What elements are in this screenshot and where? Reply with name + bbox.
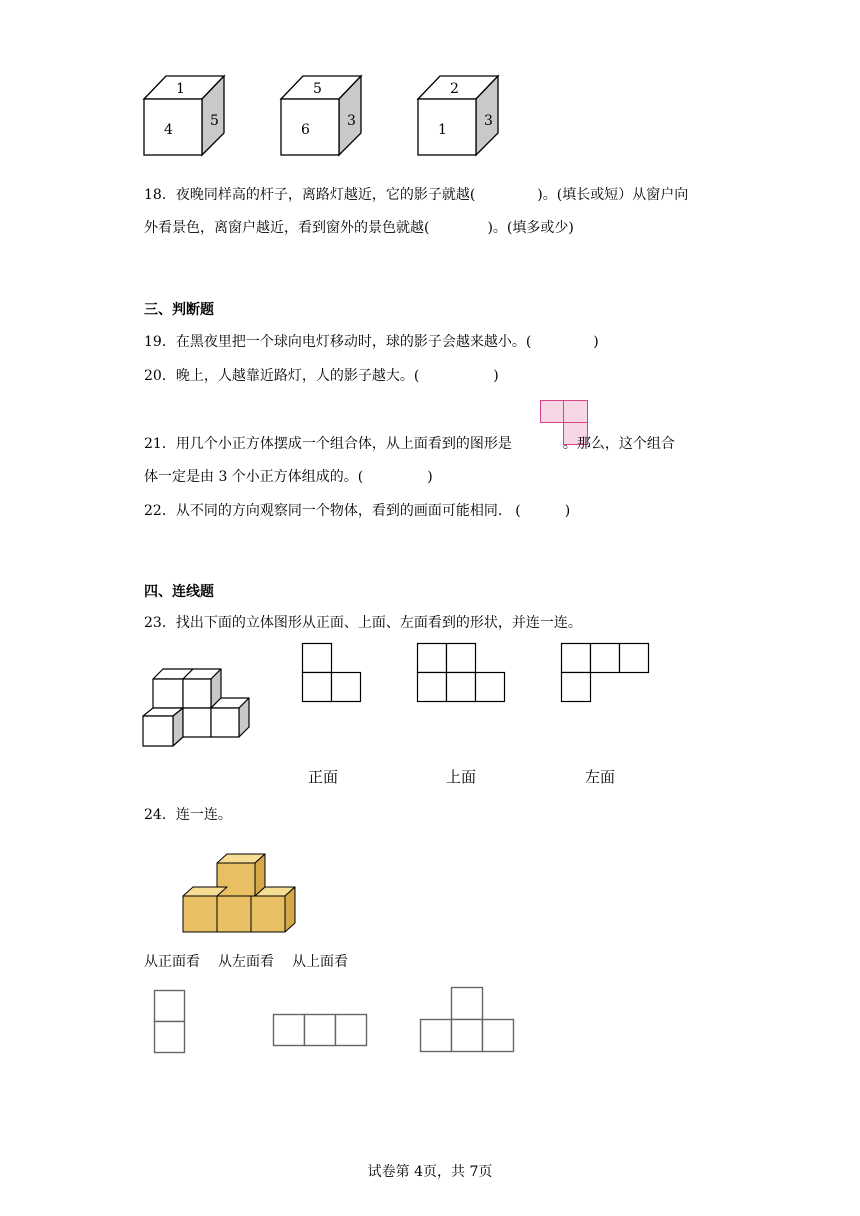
q23-label-top: 上面	[446, 768, 477, 786]
die-1-top-number: 1	[176, 81, 185, 97]
q18-text-b: )。(填长或短）从窗户向	[537, 187, 689, 203]
die-3-front-number: 1	[438, 122, 447, 138]
die-2-side-number: 3	[347, 113, 356, 129]
q18-text-a: 18．夜晚同样高的杆子，离路灯越近，它的影子就越(	[144, 187, 476, 203]
question-23-text: 23．找出下面的立体图形从正面、上面、左面看到的形状，并连一连。	[144, 615, 582, 631]
die-2-top-number: 5	[313, 81, 322, 97]
q24-view-shape-1	[154, 990, 186, 1054]
die-2-front-number: 6	[301, 122, 310, 138]
q23-view-shape-2	[417, 643, 506, 703]
q18-text-d: )。(填多或少)	[487, 220, 574, 236]
q24-label-left-view: 从左面看	[218, 954, 274, 970]
q21-text-c: 体一定是由 3 个小正方体组成的。(	[144, 469, 364, 485]
q18-text-c: 外看景色，离窗户越近，看到窗外的景色就越(	[144, 220, 430, 236]
q24-3d-figure	[183, 853, 297, 933]
q24-view-shape-2	[273, 1014, 369, 1048]
question-20	[144, 367, 499, 385]
die-3-top-number: 2	[450, 81, 459, 97]
q24-view-labels	[144, 953, 348, 971]
q24-label-top-view: 从上面看	[292, 954, 348, 970]
question-24-text: 24．连一连。	[144, 807, 232, 823]
q21-close-paren: )	[427, 469, 433, 485]
question-18-line-1	[144, 186, 688, 204]
q24-view-shape-3	[420, 987, 516, 1053]
q22-open-paren: (	[515, 503, 521, 519]
q23-label-front: 正面	[308, 768, 339, 786]
section-4-title: 四、连线题	[144, 584, 214, 600]
q20-close-paren: )	[493, 368, 499, 384]
q23-label-left: 左面	[585, 768, 616, 786]
question-18-line-2	[144, 219, 574, 237]
q19-close-paren: )	[593, 334, 599, 350]
q20-text: 20．晚上，人越靠近路灯，人的影子越大。(	[144, 368, 420, 384]
question-21-line-2	[144, 468, 433, 486]
q23-view-shape-1	[302, 643, 362, 703]
q22-close-paren: )	[564, 503, 571, 519]
q21-text-a: 21．用几个小正方体摆成一个组合体，从上面看到的图形是	[144, 436, 512, 452]
q22-text: 22．从不同的方向观察同一个物体，看到的画面可能相同.	[144, 503, 503, 519]
q24-label-front-view: 从正面看	[144, 954, 200, 970]
q19-text: 19．在黑夜里把一个球向电灯移动时，球的影子会越来越小。(	[144, 334, 532, 350]
die-3-side-number: 3	[484, 113, 493, 129]
q21-text-b: 。那么，这个组合	[562, 436, 675, 452]
die-1-side-number: 5	[210, 113, 219, 129]
q23-3d-figure	[143, 668, 253, 750]
page-footer: 试卷第 4页，共 7页	[367, 1164, 493, 1180]
q23-view-shape-3	[561, 643, 650, 703]
question-22	[144, 502, 570, 520]
question-21-line-1	[144, 435, 675, 453]
question-19	[144, 333, 599, 351]
die-1-front-number: 4	[164, 122, 173, 138]
section-3-title: 三、判断题	[144, 302, 214, 318]
